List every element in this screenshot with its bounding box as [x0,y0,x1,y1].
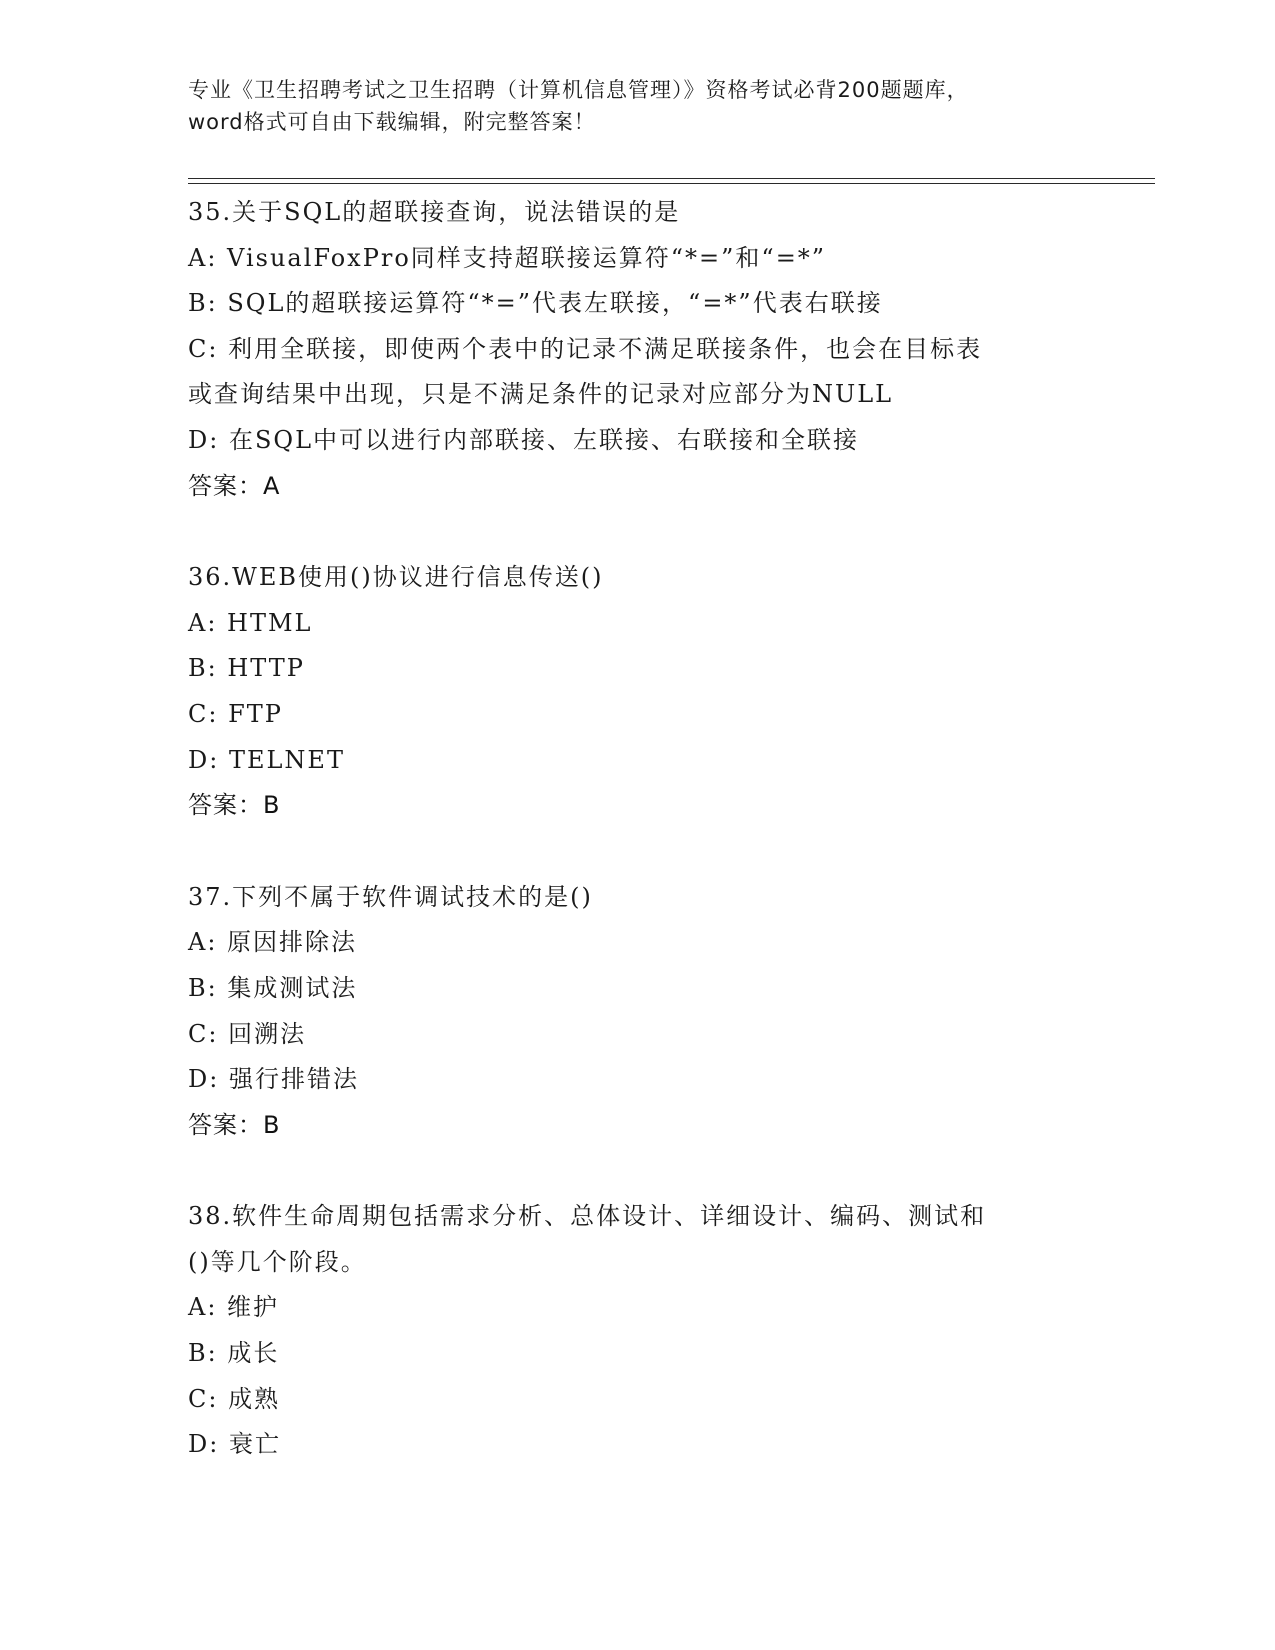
option-c: C: FTP [188,699,283,728]
option-c: C: 回溯法 [188,1019,307,1048]
answer: 答案：B [188,791,281,820]
option-a: A: HTML [188,608,313,637]
option-a: A: 维护 [188,1293,280,1322]
option-a: A: 原因排除法 [188,928,358,957]
question-spacer [188,1148,1088,1194]
question-stem-continued: ()等几个阶段。 [188,1247,367,1276]
option-a: A: VisualFoxPro同样支持超联接运算符“*=”和“=*” [188,243,827,272]
option-d: D: 强行排错法 [188,1065,359,1094]
option-d: D: 在SQL中可以进行内部联接、左联接、右联接和全联接 [188,425,860,454]
header-divider-bottom [188,183,1155,184]
question-spacer [188,829,1088,875]
question-37 [188,875,1088,1149]
header-line-1: 专业《卫生招聘考试之卫生招聘（计算机信息管理）》资格考试必背200题题库， [188,78,969,102]
answer: 答案：B [188,1110,281,1139]
option-b: B: HTTP [188,654,305,683]
header-line-2: word格式可自由下载编辑，附完整答案！ [188,110,596,134]
document-header [188,74,1088,138]
answer: 答案：A [188,471,281,500]
question-spacer [188,509,1088,555]
question-stem: 35.关于SQL的超联接查询，说法错误的是 [188,198,681,226]
question-stem: 36.WEB使用()协议进行信息传送() [188,563,604,592]
header-divider-top [188,178,1155,179]
option-b: B: SQL的超联接运算符“*=”代表左联接，“=*”代表右联接 [188,289,883,318]
question-36 [188,555,1088,829]
question-38 [188,1194,1088,1468]
option-b: B: 集成测试法 [188,973,358,1002]
question-35 [188,190,1088,509]
question-stem: 37.下列不属于软件调试技术的是() [188,882,593,911]
option-b: B: 成长 [188,1339,280,1368]
option-d: D: 衰亡 [188,1430,281,1459]
option-c: C: 成熟 [188,1384,281,1413]
option-c: C: 利用全联接，即使两个表中的记录不满足联接条件，也会在目标表 [188,334,983,363]
question-list [188,190,1088,1468]
question-stem: 38.软件生命周期包括需求分析、总体设计、详细设计、编码、测试和 [188,1202,987,1231]
option-d: D: TELNET [188,745,345,774]
option-c-continued: 或查询结果中出现，只是不满足条件的记录对应部分为NULL [188,380,894,409]
